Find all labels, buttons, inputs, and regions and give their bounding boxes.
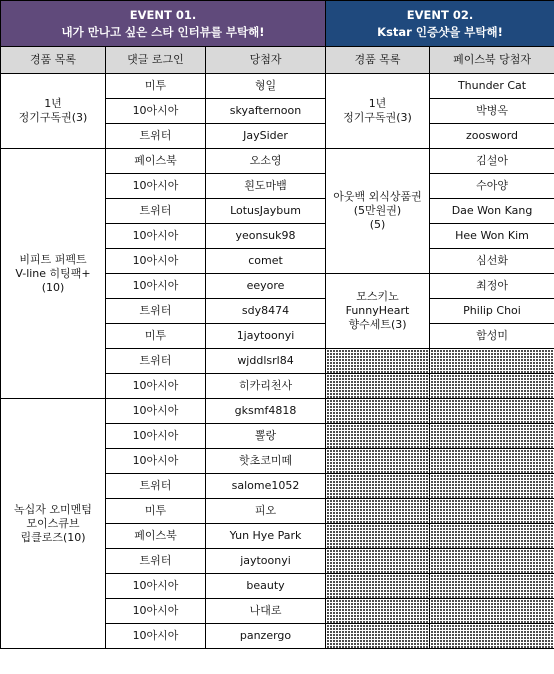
blank-row	[326, 474, 554, 499]
winner-cell: yeonsuk98	[206, 224, 326, 249]
login-cell: 10아시아	[106, 624, 206, 649]
winner-cell: 최정아	[430, 274, 554, 299]
winner-cell: LotusJaybum	[206, 199, 326, 224]
hatched-cell	[430, 549, 554, 574]
event1-col-login: 댓글 로그인	[106, 47, 206, 74]
login-cell: 10아시아	[106, 424, 206, 449]
event2-rows	[326, 74, 554, 649]
prize-line: 정기구독권(3)	[18, 111, 88, 124]
winner-cell: gksmf4818	[206, 399, 326, 424]
login-cell: 페이스북	[106, 524, 206, 549]
login-cell: 10아시아	[106, 99, 206, 124]
winner-cell: 1jaytoonyi	[206, 324, 326, 349]
login-cell: 트위터	[106, 124, 206, 149]
event1-col-prize: 경품 목록	[1, 47, 106, 74]
prize-line: 모스키노	[356, 290, 399, 303]
login-cell: 10아시아	[106, 374, 206, 399]
hatched-cell	[430, 474, 554, 499]
winner-cell: comet	[206, 249, 326, 274]
prize-line: 비피트 퍼펙트	[19, 252, 87, 266]
prize-line: (10)	[41, 280, 65, 294]
prize-line: 1년	[44, 97, 62, 110]
event2-title-line1: EVENT 02.	[406, 7, 474, 22]
login-cell: 트위터	[106, 474, 206, 499]
blank-row	[326, 574, 554, 599]
winner-cell: 김설아	[430, 149, 554, 174]
hatched-cell	[326, 574, 430, 599]
blank-row	[326, 549, 554, 574]
login-cell: 10아시아	[106, 224, 206, 249]
event1-col-winner: 당첨자	[206, 47, 326, 74]
blank-row	[326, 349, 554, 374]
hatched-cell	[326, 549, 430, 574]
login-cell: 미투	[106, 74, 206, 99]
winner-cell: eeyore	[206, 274, 326, 299]
hatched-cell	[430, 599, 554, 624]
winner-cell: 함성미	[430, 324, 554, 349]
winner-cell: Philip Choi	[430, 299, 554, 324]
hatched-cell	[430, 349, 554, 374]
prize-line: (5)	[369, 218, 386, 231]
winner-cell: panzergo	[206, 624, 326, 649]
hatched-cell	[326, 599, 430, 624]
prize-line: 1년	[368, 97, 387, 110]
hatched-cell	[430, 399, 554, 424]
winner-cell: 수아양	[430, 174, 554, 199]
table-row	[1, 74, 326, 99]
hatched-cell	[326, 499, 430, 524]
winner-cell: 피오	[206, 499, 326, 524]
winner-cell: 오소영	[206, 149, 326, 174]
table-row	[326, 74, 554, 99]
blank-row	[326, 624, 554, 649]
winner-cell: 흰도마뱀	[206, 174, 326, 199]
event2-title-line2: Kstar 인증샷을 부탁해!	[377, 24, 503, 39]
winner-cell: Dae Won Kang	[430, 199, 554, 224]
login-cell: 페이스북	[106, 149, 206, 174]
hatched-cell	[326, 624, 430, 649]
winner-cell: 핫초코미떼	[206, 449, 326, 474]
winner-cell: beauty	[206, 574, 326, 599]
prize-line: 녹십자 오미멘텀	[14, 502, 92, 516]
login-cell: 미투	[106, 499, 206, 524]
event1-rows	[1, 74, 326, 649]
login-cell: 10아시아	[106, 574, 206, 599]
winner-cell: JaySider	[206, 124, 326, 149]
hatched-cell	[326, 449, 430, 474]
winner-cell: 뽈랑	[206, 424, 326, 449]
prize-line: 모이스큐브	[26, 516, 80, 530]
prize-cell	[326, 149, 430, 274]
hatched-cell	[326, 524, 430, 549]
winner-cell: 박병옥	[430, 99, 554, 124]
winner-cell: wjddlsrl84	[206, 349, 326, 374]
event2-col-prize: 경품 목록	[326, 47, 430, 74]
winner-cell: skyafternoon	[206, 99, 326, 124]
hatched-cell	[430, 374, 554, 399]
winner-cell: Thunder Cat	[430, 74, 554, 99]
prize-line: 향수세트(3)	[348, 318, 407, 331]
prize-cell	[1, 149, 106, 399]
winner-cell: 형일	[206, 74, 326, 99]
winner-cell: salome1052	[206, 474, 326, 499]
blank-row	[326, 599, 554, 624]
table-row	[326, 149, 554, 174]
login-cell: 트위터	[106, 199, 206, 224]
winner-cell: sdy8474	[206, 299, 326, 324]
winner-cell: zoosword	[430, 124, 554, 149]
prize-line: V-line 히팅팩+	[15, 266, 91, 280]
prize-cell	[326, 74, 430, 149]
hatched-cell	[430, 574, 554, 599]
table-row	[1, 399, 326, 424]
login-cell: 미투	[106, 324, 206, 349]
winner-cell: 히카리천사	[206, 374, 326, 399]
event2-table	[325, 0, 554, 649]
prize-cell	[326, 274, 430, 349]
blank-row	[326, 524, 554, 549]
winner-cell: 나대로	[206, 599, 326, 624]
login-cell: 10아시아	[106, 174, 206, 199]
prize-line: 립클로즈(10)	[20, 530, 86, 544]
hatched-cell	[326, 399, 430, 424]
hatched-cell	[430, 449, 554, 474]
hatched-cell	[430, 499, 554, 524]
winner-cell: Hee Won Kim	[430, 224, 554, 249]
event2-header	[326, 1, 554, 47]
login-cell: 트위터	[106, 549, 206, 574]
hatched-cell	[326, 474, 430, 499]
prize-line: FunnyHeart	[345, 304, 410, 317]
event1-title-line1: EVENT 01.	[129, 7, 197, 22]
prize-line: 아웃백 외식상품권	[333, 190, 422, 203]
prize-cell	[1, 74, 106, 149]
hatched-cell	[326, 374, 430, 399]
login-cell: 10아시아	[106, 599, 206, 624]
event2-col-winner: 페이스북 당첨자	[430, 47, 554, 74]
login-cell: 10아시아	[106, 249, 206, 274]
prize-line: (5만원권)	[353, 204, 402, 217]
event1-header	[1, 1, 326, 47]
hatched-cell	[430, 424, 554, 449]
hatched-cell	[430, 624, 554, 649]
login-cell: 10아시아	[106, 449, 206, 474]
table-row	[1, 149, 326, 174]
login-cell: 10아시아	[106, 274, 206, 299]
winner-cell: Yun Hye Park	[206, 524, 326, 549]
blank-row	[326, 374, 554, 399]
blank-row	[326, 424, 554, 449]
prize-cell	[1, 399, 106, 649]
hatched-cell	[326, 424, 430, 449]
hatched-cell	[326, 349, 430, 374]
login-cell: 트위터	[106, 349, 206, 374]
blank-row	[326, 399, 554, 424]
hatched-cell	[430, 524, 554, 549]
table-row	[326, 274, 554, 299]
winner-cell: 심선화	[430, 249, 554, 274]
event1-title-line2: 내가 만나고 싶은 스타 인터뷰를 부탁해!	[61, 24, 265, 39]
prize-line: 정기구독권(3)	[343, 111, 412, 124]
blank-row	[326, 449, 554, 474]
winner-cell: jaytoonyi	[206, 549, 326, 574]
login-cell: 트위터	[106, 299, 206, 324]
blank-row	[326, 499, 554, 524]
login-cell: 10아시아	[106, 399, 206, 424]
